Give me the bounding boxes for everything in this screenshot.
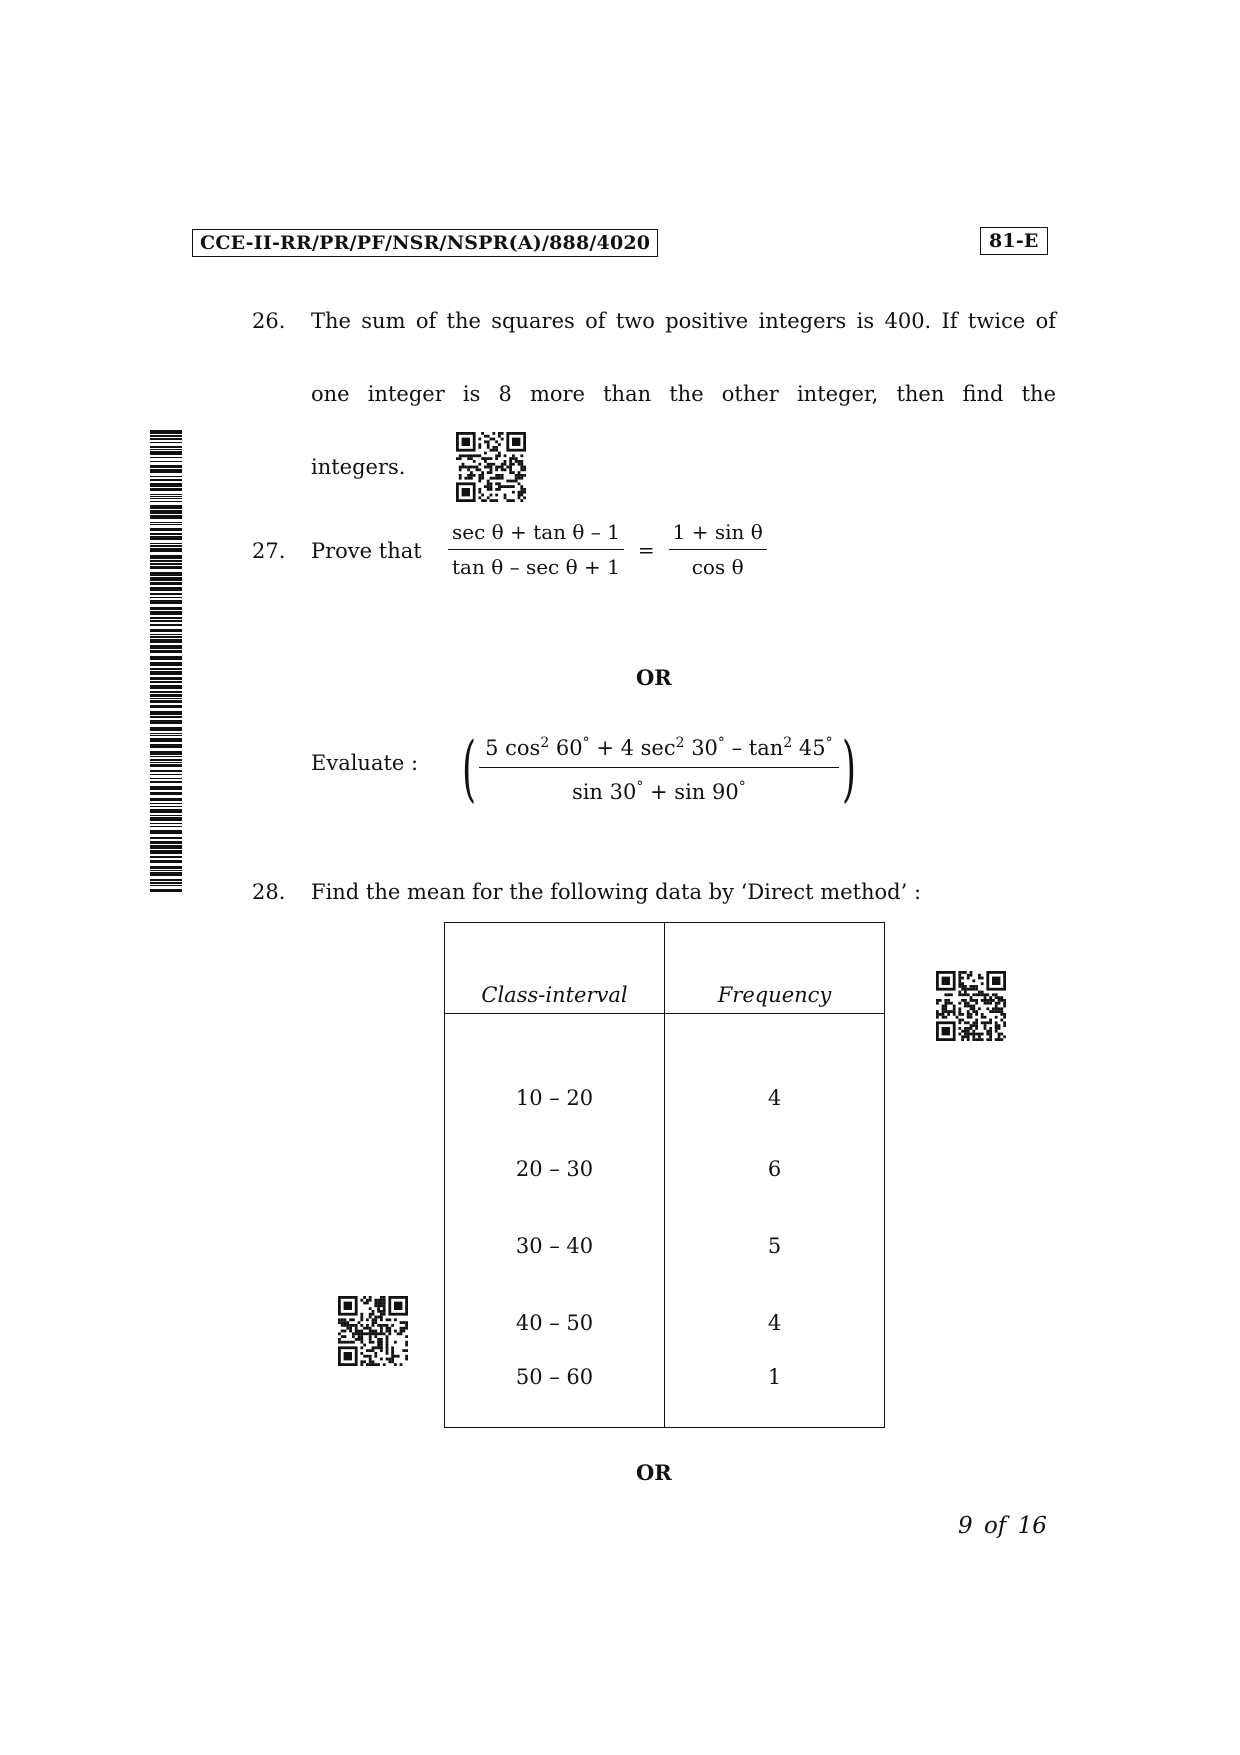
q27-evaluate-label: Evaluate : (311, 751, 419, 775)
open-paren: ( (462, 725, 477, 810)
q27-prefix: Prove that (311, 539, 422, 563)
paper-number: 81-E (980, 227, 1048, 255)
q26-line1: The sum of the squares of two positive integers is 400. If twice of (311, 309, 1056, 333)
page-number: 9 of 16 (958, 1513, 1047, 1539)
q26-line3: integers. (311, 455, 406, 479)
q26-line2: one integer is 8 more than the other integer, then find the (311, 382, 1056, 406)
q27-eval-numerator: 5 $\cos^2 60^\circ + 4$ $\sec^2 30^\circ - \tan^2 45^\circ$ (479, 727, 839, 768)
table-header-row (445, 923, 885, 1014)
q28-or: OR (636, 1460, 672, 1485)
paper-code: CCE-II-RR/PR/PF/NSR/NSPR(A)/888/4020 (192, 229, 658, 257)
q27-eval-fraction (479, 727, 839, 808)
q27-eval-denominator: sin 30° + sin 90° (571, 779, 746, 804)
close-paren: ) (841, 725, 856, 810)
q27-equals: = (637, 537, 655, 562)
q27-lhs-fraction (448, 518, 624, 581)
q27-lhs-denominator: tan θ – sec θ + 1 (452, 555, 620, 579)
q27-number: 27. (252, 539, 286, 563)
qr-code-icon (456, 432, 526, 502)
table-row (445, 1361, 885, 1428)
q27-rhs-denominator: cos θ (691, 555, 744, 579)
table-row (445, 1207, 885, 1284)
table-cell: 40 – 50 (445, 1284, 665, 1361)
table-cell: 20 – 30 (445, 1130, 665, 1207)
qr-code-icon (338, 1296, 408, 1366)
frequency-table (444, 922, 885, 1428)
table-cell: 50 – 60 (445, 1361, 665, 1428)
table-cell: 30 – 40 (445, 1207, 665, 1284)
column-header-class-interval: Class-interval (445, 923, 665, 1014)
table-row (445, 1284, 885, 1361)
table-cell: 4 (665, 1284, 885, 1361)
q27-rhs-fraction (669, 518, 767, 581)
column-header-frequency: Frequency (665, 923, 885, 1014)
q28-number: 28. (252, 880, 286, 904)
q27-lhs-numerator: sec θ + tan θ – 1 (448, 518, 624, 550)
q27-identity (448, 518, 767, 581)
q26-number: 26. (252, 309, 286, 333)
barcode-icon (150, 430, 182, 895)
table-cell: 1 (665, 1361, 885, 1428)
q27-rhs-numerator: 1 + sin θ (669, 518, 767, 550)
table-cell: 6 (665, 1130, 885, 1207)
table-row (445, 1130, 885, 1207)
table-cell: 4 (665, 1014, 885, 1131)
q28-text: Find the mean for the following data by ‘Direct method’ : (311, 880, 922, 904)
table-cell: 5 (665, 1207, 885, 1284)
table-cell: 10 – 20 (445, 1014, 665, 1131)
q27-evaluate-expression (455, 727, 863, 808)
table-row (445, 1014, 885, 1131)
q27-or: OR (636, 665, 672, 690)
qr-code-icon (936, 971, 1006, 1041)
